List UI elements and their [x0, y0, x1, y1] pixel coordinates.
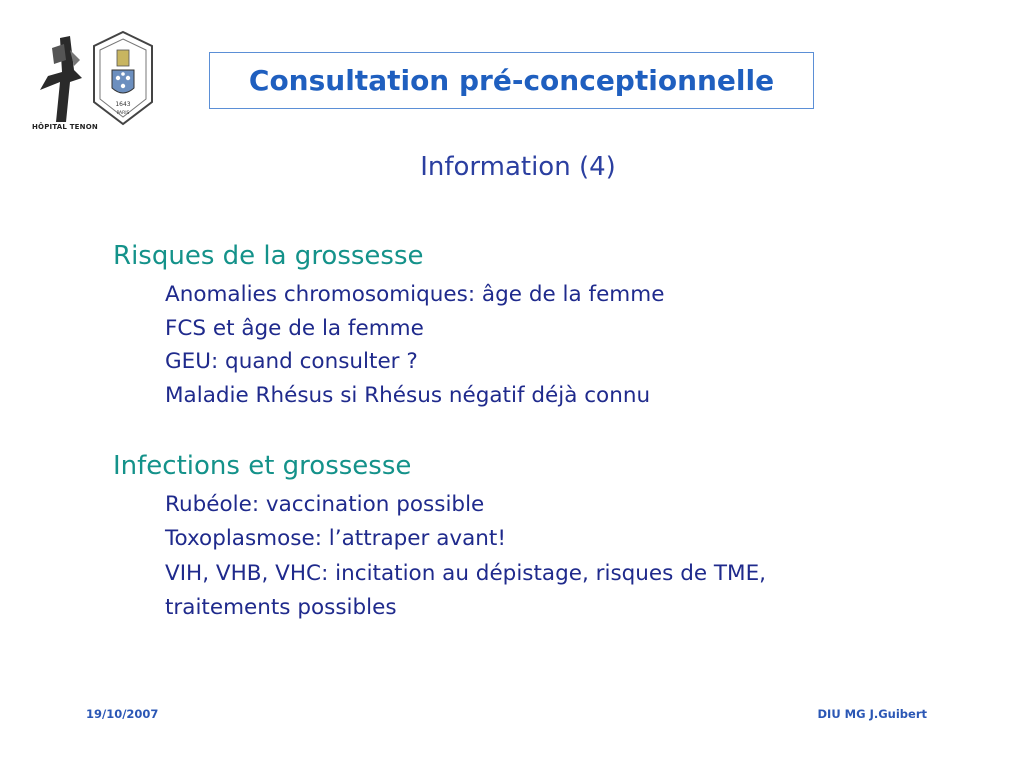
- slide-subtitle: Information (4): [420, 152, 616, 182]
- list-item: FCS et âge de la femme: [165, 316, 424, 341]
- faculte-saint-antoine-seal: [90, 30, 156, 126]
- logo-group: [30, 30, 160, 140]
- footer-author: DIU MG J.Guibert: [817, 707, 927, 721]
- list-item: Rubéole: vaccination possible: [165, 492, 485, 517]
- slide-title: Consultation pré-conceptionnelle: [248, 64, 775, 97]
- list-item: VIH, VHB, VHC: incitation au dépistage, risques de TME,: [165, 561, 767, 586]
- section-heading-infections: Infections et grossesse: [113, 451, 412, 481]
- section-heading-risques: Risques de la grossesse: [113, 241, 424, 271]
- seal-city: PARIS: [116, 111, 130, 116]
- list-item: Maladie Rhésus si Rhésus négatif déjà connu: [165, 383, 651, 408]
- list-item: traitements possibles: [165, 595, 397, 620]
- list-item: GEU: quand consulter ?: [165, 349, 418, 374]
- slide-title-box: [209, 52, 814, 109]
- seal-year: 1643: [115, 101, 131, 108]
- footer-date: 19/10/2007: [86, 707, 159, 721]
- list-item: Toxoplasmose: l’attraper avant!: [165, 526, 506, 551]
- list-item: Anomalies chromosomiques: âge de la femme: [165, 282, 665, 307]
- hopital-tenon-caption: HÔPITAL TENON: [32, 123, 98, 131]
